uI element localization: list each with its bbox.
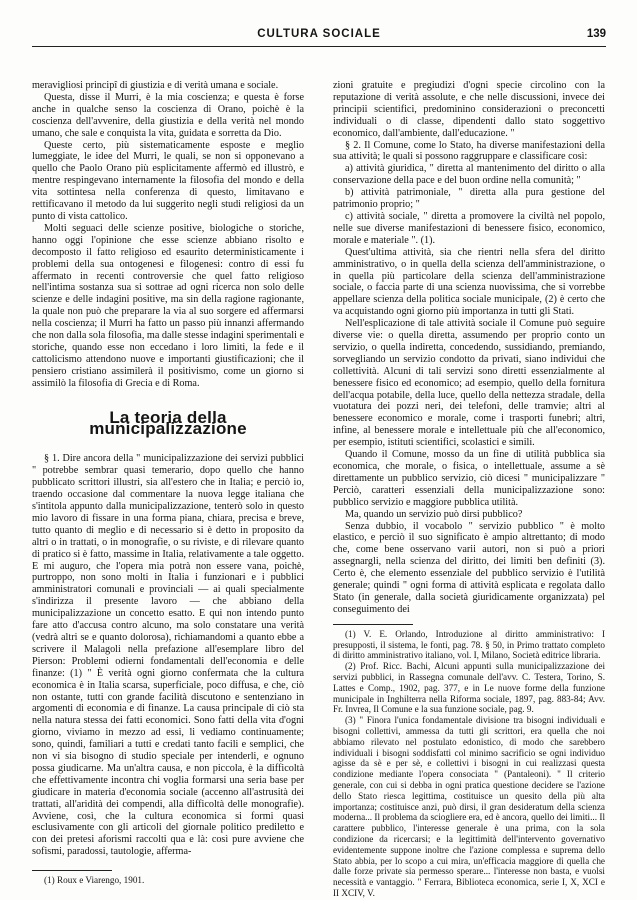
right-column	[333, 80, 605, 899]
paragraph: Senza dubbio, il vocabolo " servizio pubblico " è molto elastico, e perciò il suo significato è ampio altrettanto; di modo che, come bene osservano varii autori, non si può a priori assegnargli, nella scienza del diritto, dei limiti ben definiti (3). Certo è, che elemento essenziale del pubblico servizio è l'utilità generale; quindi " ogni forma di attività esplicata e regolata dallo Stato (in generale, dalla società giuridicamente organizzata) pel conseguimento dei	[333, 520, 605, 615]
footnote: (3) " Finora l'unica fondamentale divisione tra bisogni individuali e bisogni collettivi, ammessa da tutti gli scrittori, era quella che noi abbiamo rilevato nel postulato edonistico, di modo che sarebbero individuali i bisogni soddisfatti col minimo sacrificio se ogni individuo agisse da sè e per sè, e collettivi i bisogni in cui realizzasi questa condizione mediante l'opera consociata " (Pantaleoni). " Il criterio generale, con cui si debba in ogni pratica questione decidere se l'azione dello Stato riesca legittima, costituisce un quesito della più alta importanza; costituisce anzi, può dirsi, il gran desideratum della scienza moderna... Il problema da sciogliere era, ed è ancora, quello dei limiti... Il carattere pubblico, l'interesse generale è una prima, con la sola condizione da ricercarsi; e la legittimità dell'intervento governativo evidentemente suppone inoltre che l'azione complessa e suprema dello Stato abbia, per lo scopo a cui mira, un'efficacia maggiore di quella che dalle forze private sia permesso sperare... l'interesse non basta, e vuolsi necessità e vantaggio. " Ferrara, Biblioteca economica, serie I, X, XCI e II XCIV, V.	[333, 715, 605, 898]
paragraph: meravigliosi principî di giustizia e di verità umana e sociale.	[32, 80, 279, 91]
page-header	[32, 28, 606, 56]
list-item: c) attività sociale, " diretta a promovere la civiltà nel popolo, nelle sue diverse manifestazioni di benessere fisico, economico, morale e materiale ". (1).	[333, 210, 605, 246]
running-title: CULTURA SOCIALE	[257, 28, 381, 40]
header-rule	[32, 46, 606, 47]
paragraph: § 2. Il Comune, come lo Stato, ha diverse manifestazioni della sua attività; le quali si possono raggruppare e classificare così:	[333, 139, 605, 163]
paragraph: Questa, disse il Murri, è la mia coscienza; e questa è forse anche in qualche senso la coscienza di Orano, poichè è la coscienza dell'avvenire, della giustizia e della verità nel mondo umano, che sale e conquista la vita, guidata e sorretta da Dio.	[32, 91, 304, 139]
list-item: b) attività patrimoniale, " diretta alla pura gestione del patrimonio proprio; "	[333, 187, 605, 211]
footnotes-left	[32, 862, 304, 886]
paragraph: Quest'ultima attività, sia che rientri nella sfera del diritto amministrativo, o in quella della scienza dell'amministrazione, o in quella più particolare della scienza dell'amministrazione sociale, o faccia parte di una scienza nuovissima, che si vorrebbe appellare scienza della politica sociale municipale, (2) è certo che va acquistando ogni giorno più importanza in tutti gli Stati.	[333, 246, 605, 318]
paragraph: Ma, quando un servizio può dirsi pubblico?	[345, 508, 523, 520]
paragraph: Queste certo, più sistematicamente esposte e meglio lumeggiate, le idee del Murri, le quali, se non si opponevano a quello che Paolo Orano più esplicitamente affermò ed illustrò, e mentre respingevano internamente la filosofia del mondo e della vita sottintesa nella conferenza di questo, limitavano e rettificavano il metodo da lui suggerito negli studi religiosi da un punto di vista cattolico.	[32, 139, 304, 222]
footnote: (1) Roux e Viarengo, 1901.	[44, 875, 145, 885]
paragraph: Nell'esplicazione di tale attività sociale il Comune può seguire diverse vie: o quella diretta, assumendo per proprio conto un servizio, o quella indiretta, concedendo, sussidiando, premiando, sorvegliando un servizio condotto da privati, siano individui che collettività. Alcuni di tali servizi sono diretti essenzialmente al benessere fisico ed economico; ad esempio, quello della fornitura dell'acqua potabile, della luce, quello della nettezza stradale, della vuotatura dei pozzi neri, dei telefoni, delle tramvie; altri al benessere economico e morale, come i trasporti funebri; altri, infine, al benessere morale e intellettuale più che all'economico, per esempio, istituti scientifici, scolastici e simili.	[333, 318, 605, 449]
paragraph: Molti seguaci delle scienze positive, biologiche o storiche, hanno oggi l'opinione che esse scienze abbiano risolto e decomposto il fatto religioso ed esaurito deterministicamente i problemi della sua ontogenesi e filogenesi: contro di essi fu affermato in recenti controversie che quel fatto religioso nell'intima sostanza sua si sottrae ad ogni ricerca non solo delle scienze e delle indagini positive, ma sin della ragione ragionante, la quale non può che preparare la via al suo sorgere ed affermarsi nella coscienza; il Murri ha fatto un passo più innanzi affermando che non dalla sola filosofia, ma dalle stesse indagini sperimentali e storiche, quando esse non eccedano i loro limiti, la fede e il cattolicismo attendono nuove e importanti giustificazioni; che il pensiero cristiano assimilerà il positivismo, come un giorno si assimilò la filosofia di Grecia e di Roma.	[32, 222, 304, 389]
left-column	[32, 80, 304, 858]
page-number: 139	[586, 28, 606, 40]
list-item: a) attività giuridica, " diretta al mantenimento del diritto o alla conservazione della pace e del buon ordine nella comunità; "	[333, 163, 605, 187]
footnote-rule	[32, 870, 112, 871]
footnote: (1) V. E. Orlando, Introduzione al diritto amministrativo: I presupposti, il sistema, le fonti, pag. 78. § 50, in Primo trattato completo di diritto amministrativo italiano, vol. I, Milano, Società editrice libraria.	[333, 628, 605, 661]
section-title: La teoria della municipalizzazione	[89, 407, 247, 439]
activities-list	[333, 163, 605, 246]
paragraph: § 1. Dire ancora della " municipalizzazione dei servizi pubblici " potrebbe sembrar quasi temerario, dopo quello che hanno pubblicato scrittori illustri, sia all'estero che in Italia; e perciò io, traendo occasione dal commentare la nuova legge italiana che s'intitola appunto dalla municipalizzazione, tenterò solo in questo mio lavoro di fissare in una forma piana, chiara, precisa e breve, tutto quanto di meglio e di necessario si è detto in proposito da altri o in trattati, o in monografie, o su riviste, e di rilevare quanto di pratico si è fatto, massime in Italia, relativamente a tale oggetto. E mi auguro, che l'opera mia potrà non essere vana, poichè, purtroppo, non sono molti in Italia i funzionari e i pubblici amministratori comunali e provinciali — ai quali specialmente s'indirizza il presente lavoro — che abbiano della municipalizzazione un concetto esatto. E qui non intendo punto fare atto d'accusa contro alcuno, ma solo constatare una verità (vedrà altri se e quanto dolorosa), richiamandomi a quanto ebbe a scrivere il Malagoli nella prefazione all'esemplare libro del Pierson: Problemi odierni fondamentali dell'economia e delle finanze: (1) " È verità ogni giorno confermata che la cultura economica è in Italia scarsa, superficiale, poco diffusa, e che, ciò non ostante, tutti con grande facilità discutono e sentenziano in argomenti di economia e di finanze. La causa principale di ciò sta nella natura stessa dei fatti economici. Sono fatti della vita d'ogni giorno, viviamo in mezzo ad essi, li vediamo continuamente; sono, quindi, familiari a tutti e credati tanto facili e semplici, che non vi sia bisogno di studio speciale per intenderli, e ognuno possa giudicarne. Ma un'altra causa, e non piccola, è la difficoltà che effettivamente incontra chi voglia formarsi una seria base per giudicare in materia d'economia sociale (accenno all'astrusità dei trattati, all'aridità dei compendi, alla difficoltà delle monografie). Avviene, così, che la cultura economica si formi quasi esclusivamente con gli articoli del giornale politico prediletto e con dei pretesi aforismi raccolti qua e là: così pure avviene che sofismi, paradossi, tautologie, afferma-	[32, 453, 304, 858]
footnote-rule	[333, 624, 413, 625]
paragraph: Quando il Comune, mosso da un fine di utilità pubblica sia economica, che morale, o fisica, o intellettuale, assume a sè direttamente un pubblico servizio, ciò dicesi " municipalizzare " Perciò, caratteri essenziali della municipalizzazione sono: pubblico servizio e maggiore pubblica utilità.	[333, 449, 605, 508]
footnote: (2) Prof. Ricc. Bachi, Alcuni appunti sulla municipalizzazione dei servizi pubblici, in Rassegna comunale dell'avv. C. Testera, Torino, S. Lattes e Comp., 1902, pag. 377, e in Le nuove forme della funzione municipale in Inghilterra nella Riforma sociale, 1897, pag. 883-84; Avv. Fr. Invrea, Il Comune e la sua funzione sociale, pag. 9.	[333, 661, 605, 715]
paragraph: zioni gratuite e pregiudizi d'ogni specie circolino con la reputazione di verità assolute, e che nelle discussioni, invece dei principii scientifici, predominino considerazioni o preconcetti individuali o di classe, dipendenti dallo stato soggettivo economico, dall'ambiente, dall'educazione. "	[333, 80, 605, 139]
